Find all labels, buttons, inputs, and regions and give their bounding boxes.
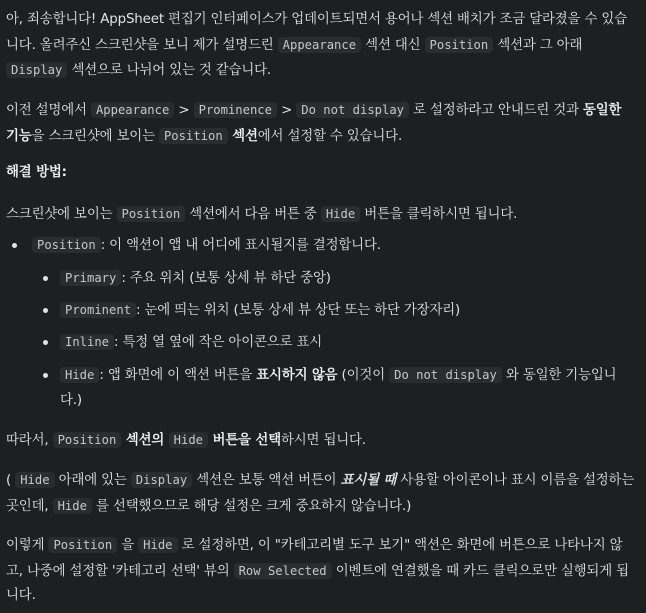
code-hide: Hide [138,537,177,553]
bullet-icon [43,276,48,281]
code-hide: Hide [169,432,208,448]
bullet-icon [43,340,48,345]
code-hide: Hide [15,472,54,488]
text: 스크린샷에 보이는 [6,207,117,222]
text: 하시면 됩니다. [280,433,366,448]
text: : 특정 열 옆에 작은 아이콘으로 표시 [114,335,323,350]
code-position: Position [53,432,122,448]
code-hide: Hide [60,367,99,383]
text: 사용할 아이콘이나 표시 이름을 설정하는 곳인데, [6,473,635,514]
text: 을 스크린샷에 보이는 [31,128,159,144]
code-do-not-display: Do not display [296,102,409,118]
code-do-not-display: Do not display [389,367,502,383]
code-prominence: Prominence [194,102,277,118]
list-item-prominent [60,298,638,324]
code-position: Position [48,537,117,553]
text: 로 설정하면, 이 "카테고리별 도구 보기" 액션은 화면에 버튼으로 나타나지 않고, 나중에 설정할 '카테고리 선택' 뷰의 [6,538,623,579]
code-appearance: Appearance [278,37,361,53]
text: ( [6,473,16,488]
solution-heading [6,161,638,186]
text: 섹션과 그 아래 [493,37,583,53]
text: 아, 죄송합니다! AppSheet 편집기 인터페이스가 업데이트되면서 용어나 섹션 배치가 조금 달라졌을 수 있습니다. 올려주신 스크린샷을 보니 제가 설명드린 [6,12,627,53]
list-item-hide [60,363,638,413]
text: 따라서, [6,433,53,448]
bold-text: 동일한 기능 [6,103,622,144]
code-appearance: Appearance [91,102,174,118]
bold-text: 섹션의 [121,433,169,448]
text: 섹션에서 다음 버튼 중 [185,207,321,222]
text: 와 동일한 기능입니다.) [60,368,617,408]
text: 아래에 있는 [54,473,131,488]
list-item-position [32,233,638,259]
text: 버튼을 클릭하시면 됩니다. [360,207,518,222]
text: 에서 설정할 수 있습니다. [257,128,403,144]
text: 이렇게 [6,538,49,553]
text: 섹션으로 나뉘어 있는 것 같습니다. [67,63,272,78]
emphasis-text: 표시될 때 [340,473,397,488]
text: 섹션은 보통 액션 버튼이 [192,473,341,488]
code-display: Display [131,472,192,488]
bold-text: 버튼을 선택 [208,433,281,448]
separator: > [174,103,194,118]
list-item-primary [60,266,638,292]
bold-text: 섹션 [227,128,258,144]
code-row-selected: Row Selected [234,563,332,579]
previous-explanation-paragraph [6,98,638,149]
code-position: Position [117,206,186,222]
heading-text: 해결 방법: [6,165,67,180]
text: 섹션 대신 [361,37,425,53]
separator: > [276,103,297,118]
code-position: Position [159,128,228,144]
instruction-paragraph [6,202,638,228]
code-position: Position [32,237,101,253]
code-position: Position [425,37,494,53]
text: 이전 설명에서 [6,103,91,118]
bullet-icon [43,373,48,378]
summary-paragraph [6,533,638,609]
code-inline: Inline [60,334,114,350]
text: : 눈에 띄는 위치 (보통 상세 뷰 상단 또는 하단 가장자리) [136,303,461,318]
bold-text: 표시하지 않음 [256,368,338,383]
list-item-inline [60,330,638,356]
text: 로 설정하라고 안내드린 것과 [409,103,583,118]
bullet-icon [43,308,48,313]
code-hide: Hide [53,498,92,514]
text: : 주요 위치 (보통 상세 뷰 하단 중앙) [121,271,331,286]
conclusion-paragraph [6,428,638,454]
code-hide: Hide [321,206,360,222]
text: : 이 액션이 앱 내 어디에 표시될지를 결정합니다. [100,238,381,253]
code-display: Display [6,62,67,78]
intro-paragraph [6,8,638,84]
code-prominent: Prominent [60,302,136,318]
text: (이것이 [337,368,390,383]
text: 이벤트에 연결했을 때 카드 클릭으로만 실행되게 됩니다. [6,563,629,603]
text: 를 선택했으므로 해당 설정은 크게 중요하지 않습니다.) [91,498,412,514]
bullet-icon [12,243,17,248]
display-note-paragraph [6,468,638,519]
code-primary: Primary [60,270,121,286]
text: 을 [117,538,139,553]
text: : 앱 화면에 이 액션 버튼을 [99,368,257,383]
